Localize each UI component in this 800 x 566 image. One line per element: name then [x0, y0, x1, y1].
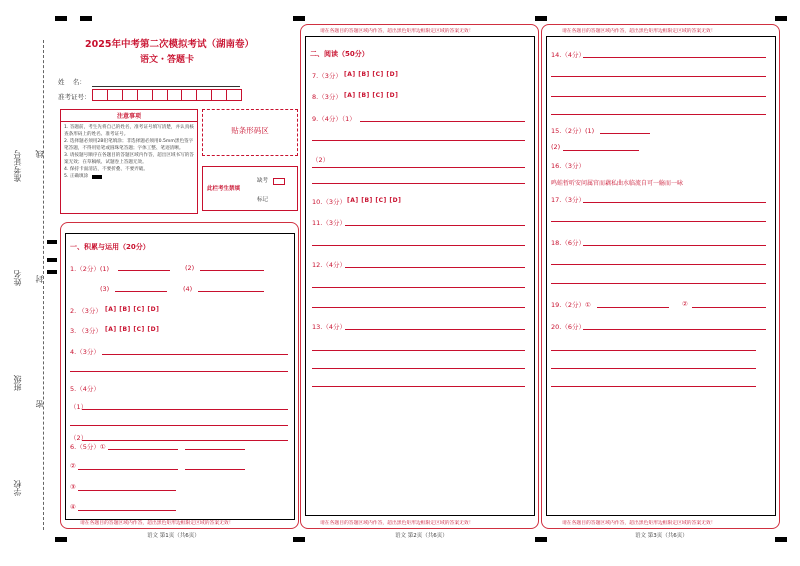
notes-item: 2. 选择题必须用2B铅笔填涂；非选择题必须用0.5mm黑色签字笔答题，不得用铅笔或圆珠笔答题；字体工整、笔迹清晰。 [64, 139, 194, 151]
binding-dashed-line [43, 40, 44, 530]
q14-line[interactable] [551, 96, 766, 97]
q17-label: 17.（3分） [551, 196, 585, 204]
q1-2-label: (2) [185, 264, 195, 272]
q3-choices[interactable]: [A] [B] [C] [D] [105, 326, 160, 333]
alignment-mark [47, 258, 57, 262]
q1-2-line[interactable] [200, 270, 264, 271]
id-boxes[interactable] [92, 89, 242, 101]
q13-line[interactable] [345, 329, 525, 330]
alignment-mark [535, 537, 547, 542]
q9-1-line[interactable] [360, 121, 525, 122]
q11-line[interactable] [345, 225, 525, 226]
q1-3-line[interactable] [115, 291, 167, 292]
q19-label: 19.（2分）① [551, 301, 591, 309]
q1-4-line[interactable] [198, 291, 264, 292]
q15-label: 15.（2分）(1) [551, 127, 595, 135]
q3-label: 3. （3分） [70, 327, 102, 335]
q9-label: 9.（4分）（1） [312, 115, 356, 123]
q16-label: 16.（3分） [551, 162, 585, 170]
barcode-label: 贴条形码区 [231, 126, 269, 135]
warning-text: 请在各题目的答题区域内作答，超出黑色矩形边框限定区域的答案无效！ [562, 521, 716, 526]
q18-line[interactable] [551, 283, 766, 284]
q15-2-line[interactable] [563, 150, 639, 151]
q5-label: 5.（4分） [70, 385, 100, 393]
q4-label: 4.（3分） [70, 348, 100, 356]
q13-line[interactable] [312, 386, 525, 387]
q4-line[interactable] [70, 371, 288, 372]
q18-label: 18.（6分） [551, 239, 585, 247]
q13-label: 13.（4分） [312, 323, 346, 331]
q18-line[interactable] [551, 264, 766, 265]
notes-item: 5. 正确填涂 [64, 174, 89, 179]
notes-box [60, 109, 198, 214]
q5-2-label: （2） [70, 434, 88, 442]
q14-label: 14.（4分） [551, 51, 585, 59]
q7-choices[interactable]: [A] [B] [C] [D] [344, 71, 399, 78]
q5-1-label: （1） [70, 403, 88, 411]
alignment-mark [55, 16, 67, 21]
alignment-mark [535, 16, 547, 21]
q20-line[interactable] [583, 329, 766, 330]
q1-label: 1.（2分）(1) [70, 265, 110, 273]
q12-line[interactable] [312, 307, 525, 308]
q6-2-line[interactable] [78, 469, 178, 470]
q5-1-line[interactable] [82, 409, 288, 410]
q19-2-line[interactable] [692, 307, 766, 308]
absent-box [202, 166, 298, 211]
section2-frame [305, 36, 535, 516]
q9-2-line[interactable] [312, 183, 525, 184]
page-footer: 语文 第3页（共6页） [635, 533, 688, 539]
page-footer: 语文 第1页（共6页） [147, 533, 200, 539]
q6-4-label: ④ [70, 503, 76, 511]
q18-line[interactable] [583, 245, 766, 246]
page-title: 2025年中考第二次模拟考试（湖南卷） [85, 39, 254, 50]
q14-line[interactable] [583, 57, 766, 58]
section2-title: 二、阅读（50分） [310, 50, 369, 58]
q13-line[interactable] [312, 350, 525, 351]
q11-label: 11.（3分） [312, 219, 346, 227]
q12-line[interactable] [345, 267, 525, 268]
side-cut-line: 线 [35, 150, 44, 158]
notes-item: 1. 答题前，考生先将自己的姓名，准考证号填写清楚，并认真核查条形码上的姓名、准考证号。 [64, 125, 194, 137]
barcode-area [202, 109, 298, 156]
q20-label: 20.（6分） [551, 323, 585, 331]
absent-mark-label: 缺考 [257, 178, 269, 184]
q6-2b-line[interactable] [185, 469, 245, 470]
q6-1-line[interactable] [108, 449, 178, 450]
q12-line[interactable] [312, 287, 525, 288]
side-class-label: 班级 [13, 375, 22, 391]
alignment-mark [775, 537, 787, 542]
q2-choices[interactable]: [A] [B] [C] [D] [105, 306, 160, 313]
q6-1b-line[interactable] [185, 449, 245, 450]
id-label: 准考证号： [58, 93, 91, 101]
warning-text: 请在各题目的答题区域内作答，超出黑色矩形边框限定区域的答案无效！ [320, 29, 474, 34]
q7-label: 7.（3分） [312, 72, 342, 80]
side-school-label: 学校 [13, 480, 22, 496]
alignment-mark [55, 537, 67, 542]
q5-1-line[interactable] [70, 425, 288, 426]
page-footer: 语文 第2页（共6页） [395, 533, 448, 539]
q15-1-line[interactable] [600, 133, 650, 134]
q17-line[interactable] [551, 221, 766, 222]
q1-4-label: (4) [183, 285, 193, 293]
q1-3-label: (3) [100, 285, 110, 293]
q10-label: 10.（3分） [312, 198, 346, 206]
alignment-mark [293, 16, 305, 21]
side-name-label: 姓名 [13, 270, 22, 286]
q15-2-label: (2) [551, 143, 561, 151]
warning-text: 请在各题目的答题区域内作答，超出黑色矩形边框限定区域的答案无效！ [320, 521, 474, 526]
q1-1-line[interactable] [118, 270, 170, 271]
notes-item: 4. 保持卡面清洁，不要折叠、不要弄破。 [64, 167, 148, 172]
q11-line[interactable] [312, 245, 525, 246]
side-id-label: 准考证号 [13, 150, 22, 182]
q6-3-line[interactable] [78, 490, 176, 491]
notes-item: 3. 请按题号顺序在各题目的答题区域内作答，超出区域书写的答案无效；在草稿纸、试题卷上答题无效。 [64, 153, 194, 165]
q17-line[interactable] [583, 202, 766, 203]
absent-label: 此栏考生禁填 [207, 186, 241, 192]
q20-line[interactable] [551, 350, 756, 351]
q6-4-line[interactable] [78, 510, 176, 511]
side-cut-secret: 密 [35, 400, 44, 408]
q9-2-label: （2） [312, 156, 330, 164]
section1-frame [65, 233, 295, 520]
section3-frame [546, 36, 776, 516]
q4-line[interactable] [102, 354, 288, 355]
alignment-mark [293, 537, 305, 542]
warning-text: 请在各题目的答题区域内作答，超出黑色矩形边框限定区域的答案无效！ [562, 29, 716, 34]
q20-line[interactable] [551, 368, 756, 369]
q6-2-label: ② [70, 462, 76, 470]
q19-2-label: ② [682, 300, 688, 308]
q19-1-line[interactable] [597, 307, 669, 308]
name-label: 姓 名： [58, 78, 86, 86]
page-subtitle: 语文・答题卡 [140, 55, 195, 65]
q6-label: 6.（5分）① [70, 443, 106, 451]
q16-sentence[interactable]: 鸣蛙暂听安问属官而藕私曲水临流自可一觞而一咏 [551, 180, 684, 187]
warning-text: 请在各题目的答题区域内作答，超出黑色矩形边框限定区域的答案无效！ [80, 521, 234, 526]
q13-line[interactable] [312, 368, 525, 369]
alignment-mark [80, 16, 92, 21]
q5-2-line[interactable] [82, 440, 288, 441]
q20-line[interactable] [551, 386, 756, 387]
alignment-mark [775, 16, 787, 21]
q9-2-line[interactable] [312, 167, 525, 168]
q10-choices[interactable]: [A] [B] [C] [D] [347, 197, 402, 204]
q6-3-label: ③ [70, 483, 76, 491]
q14-line[interactable] [551, 76, 766, 77]
q14-line[interactable] [551, 114, 766, 115]
absent-mark-label2: 标记 [257, 197, 269, 203]
section1-title: 一、积累与运用（20分） [70, 243, 150, 251]
filled-sample [92, 175, 102, 179]
notes-title: 注意事项 [61, 110, 197, 122]
absent-checkbox[interactable] [273, 178, 285, 185]
q2-label: 2. （3分） [70, 307, 102, 315]
q8-label: 8.（3分） [312, 93, 342, 101]
q12-label: 12.（4分） [312, 261, 346, 269]
side-cut-seal: 封 [35, 275, 44, 283]
name-field[interactable] [92, 86, 240, 87]
q9-1-line[interactable] [312, 140, 525, 141]
q8-choices[interactable]: [A] [B] [C] [D] [344, 92, 399, 99]
alignment-mark [47, 240, 57, 244]
alignment-mark [47, 270, 57, 274]
